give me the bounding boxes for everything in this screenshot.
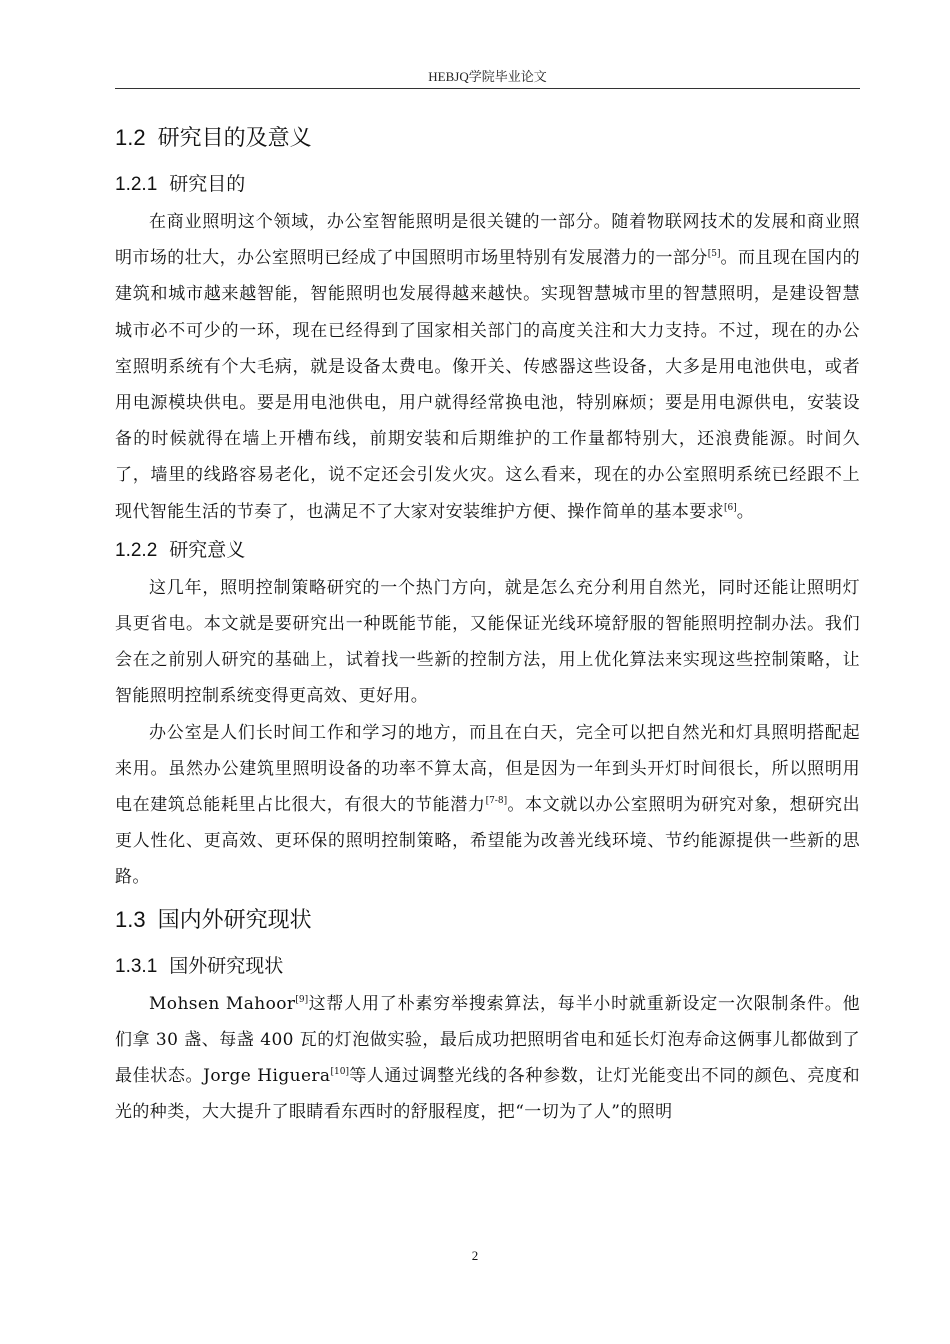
subsection-number: 1.3.1 — [115, 955, 158, 977]
text-run: 这几年，照明控制策略研究的一个热门方向，就是怎么充分利用自然光，同时还能让照明灯具更省电。本文就是要研究出一种既能节能，又能保证光线环境舒服的智能照明控制办法。我们会在之前别人研究的基础上，试着找一些新的控制方法，用上优化算法来实现这些控制策略，让智能照明控制系统变得更高效、更好用。 — [115, 577, 860, 707]
citation-ref: [10] — [330, 1067, 349, 1078]
citation-ref: [6] — [724, 502, 737, 513]
subsection-heading-1-2-2 — [115, 530, 860, 570]
paragraph-research-significance-1 — [115, 570, 860, 715]
text-run: 这帮人用了朴素穷举搜索算法，每半小时就重新设定一次限制条件。他们拿 30 盏、每盏 400 瓦的灯泡做实验，最后成功把照明省电和延长灯泡寿命这俩事儿都做到了最佳状态。Jorge Higuera — [115, 993, 860, 1087]
header-rule — [115, 88, 860, 89]
subsection-heading-1-2-1 — [115, 164, 860, 204]
running-header: HEBJQ学院毕业论文 — [428, 69, 547, 84]
section-number: 1.3 — [115, 906, 146, 932]
text-run: 。本文就以办公室照明为研究对象，想研究出更人性化、更高效、更环保的照明控制策略，希望能为改善光线环境、节约能源提供一些新的思路。 — [115, 795, 860, 888]
paragraph-research-significance-2 — [115, 715, 860, 896]
page-number: 2 — [471, 1248, 479, 1263]
text-run: 。而且现在国内的建筑和城市越来越智能，智能照明也发展得越来越快。实现智慧城市里的智慧照明，是建设智慧城市必不可少的一环，现在已经得到了国家相关部门的高度关注和大力支持。不过，现在的办公室照明系统有个大毛病，就是设备太费电。像开关、传感器这些设备，大多是用电池供电，或者用电源模块供电。要是用电池供电，用户就得经常换电池，特别麻烦；要是用电源供电，安装设备的时候就得在墙上开槽布线，前期安装和后期维护的工作量都特别大，还浪费能源。时间久了，墙里的线路容易老化，说不定还会引发火灾。这么看来，现在的办公室照明系统已经跟不上现代智能生活的节奏了，也满足不了大家对安装维护方便、操作简单的基本要求 — [115, 248, 860, 522]
text-run: 。 — [736, 501, 755, 522]
citation-ref: [7-8] — [485, 796, 508, 807]
paragraph-research-purpose — [115, 204, 860, 530]
section-heading-1-2 — [115, 118, 860, 164]
text-run: Mohsen Mahoor — [149, 993, 296, 1014]
citation-ref: [5] — [707, 249, 721, 260]
subsection-title: 研究意义 — [169, 538, 246, 561]
citation-ref: [9] — [295, 994, 309, 1005]
section-title: 国内外研究现状 — [157, 907, 312, 933]
text-run: 在商业照明这个领域，办公室智能照明是很关键的一部分。随着物联网技术的发展和商业照明市场的壮大，办公室照明已经成了中国照明市场里特别有发展潜力的一部分 — [115, 212, 860, 269]
section-heading-1-3 — [115, 900, 860, 946]
section-number: 1.2 — [115, 125, 146, 150]
subsection-number: 1.2.2 — [115, 539, 158, 561]
subsection-heading-1-3-1 — [115, 946, 860, 986]
paragraph-foreign-research — [115, 986, 860, 1131]
page-body — [115, 118, 860, 1130]
text-run: 办公室是人们长时间工作和学习的地方，而且在白天，完全可以把自然光和灯具照明搭配起来用。虽然办公建筑里照明设备的功率不算太高，但是因为一年到头开灯时间很长，所以照明用电在建筑总能耗里占比很大，有很大的节能潜力 — [115, 722, 860, 816]
section-title: 研究目的及意义 — [157, 126, 312, 151]
subsection-title: 国外研究现状 — [169, 954, 284, 977]
subsection-number: 1.2.1 — [115, 174, 158, 195]
subsection-title: 研究目的 — [169, 173, 246, 195]
text-run: 等人通过调整光线的各种参数，让灯光能变出不同的颜色、亮度和光的种类，大大提升了眼睛看东西时的舒服程度，把“一切为了人”的照明 — [115, 1066, 861, 1123]
